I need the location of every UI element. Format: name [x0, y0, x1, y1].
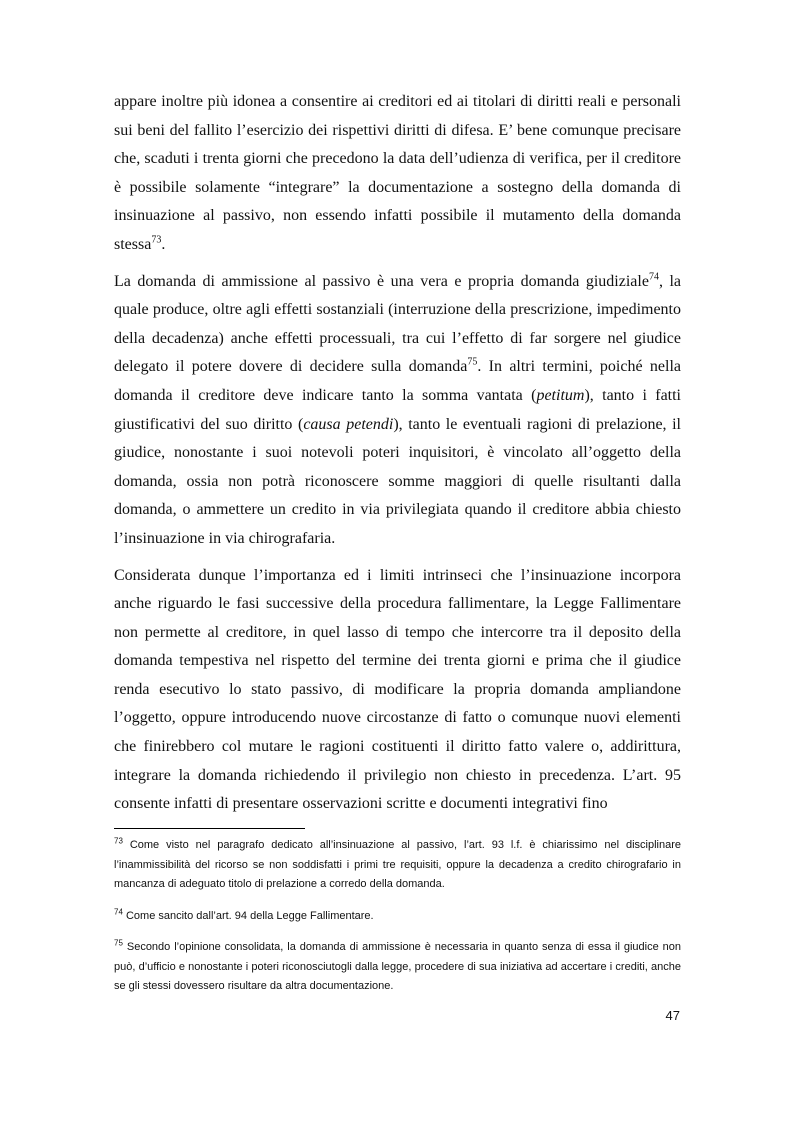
paragraph-1-end: .	[161, 235, 166, 253]
footnote-number: 73	[114, 836, 123, 846]
footnote-75	[114, 938, 681, 997]
footnote-text: Come visto nel paragrafo dedicato all’insinuazione al passivo, l’art. 93 l.f. è chiarissimo nel disciplinare l’inammissibilità del ricorso se non soddisfatti i primi tre requisiti, oppure la decadenza a credito chirografario in mancanza di adeguato titolo di prelazione a corredo della domanda.	[114, 839, 681, 890]
footnote-number: 75	[114, 938, 123, 948]
footnote-ref-75[interactable]: 75	[467, 357, 478, 369]
paragraph-1	[114, 88, 681, 260]
paragraph-1-text: appare inoltre più idonea a consentire ai creditori ed ai titolari di diritti reali e personali sui beni del fallito l’esercizio dei rispettivi diritti di difesa. E’ bene comunque precisare che, scaduti i trenta giorni che precedono la data dell’udienza di verifica, per il creditore è possibile solamente “integrare” la documentazione a sostegno della domanda di insinuazione al passivo, non essendo infatti possibile il mutamento della domanda stessa	[114, 93, 681, 253]
paragraph-3	[114, 562, 681, 819]
footnote-73	[114, 836, 681, 895]
paragraph-2-text-b: , la quale produce, oltre agli effetti sostanziali (interruzione della prescrizione, impedimento della decadenza) anche effetti processuali, tra cui l’effetto di far sorgere nel giudice delegato il potere dovere di decidere sulla domanda	[114, 272, 682, 376]
footnote-text: Come sancito dall’art. 94 della Legge Fallimentare.	[125, 909, 374, 922]
footnote-separator	[114, 828, 305, 829]
term-causa-petendi: causa petendi	[303, 415, 394, 433]
footnote-text: Secondo l’opinione consolidata, la domanda di ammissione è necessaria in quanto senza di essa il giudice non può, d’ufficio e nonostante i poteri riconosciutogli dalla legge, procedere di sua iniziativa ad accertare i crediti, anche se gli stessi dovessero risultare da altra documentazione.	[114, 941, 681, 992]
paragraph-3-text: Considerata dunque l’importanza ed i limiti intrinseci che l’insinuazione incorpora anche riguardo le fasi successive della procedura fallimentare, la Legge Fallimentare non permette al creditore, in quel lasso di tempo che intercorre tra il deposito della domanda tempestiva nel rispetto del termine dei trenta giorni e prima che il giudice renda esecutivo lo stato passivo, di modificare la propria domanda ampliandone l’oggetto, oppure introducendo nuove circostanze di fatto o comunque nuovi elementi che finirebbero col mutare le ragioni costituenti il diritto fatto valere o, addirittura, integrare la domanda richiedendo il privilegio non chiesto in precedenza. L’art. 95 consente infatti di presentare osservazioni scritte e documenti integrativi fino	[114, 566, 681, 813]
term-petitum: petitum	[536, 386, 585, 404]
paragraph-2-text-e: ), tanto le eventuali ragioni di prelazione, il giudice, nonostante i suoi notevoli poteri inquisitori, è vincolato all’oggetto della domanda, ossia non potrà riconoscere somme maggiori di quelle risultanti dalla domanda, o ammettere un credito in via privilegiata quando il creditore abbia chiesto l’insinuazione in via chirografaria.	[114, 415, 682, 547]
footnote-ref-74[interactable]: 74	[648, 271, 659, 283]
paragraph-2-text-d: ), tanto i fatti giustificativi del suo diritto (	[114, 386, 682, 433]
body-text	[114, 88, 681, 827]
footnote-74	[114, 907, 681, 927]
footnote-ref-73[interactable]: 73	[151, 234, 162, 246]
footnotes	[114, 836, 681, 1009]
footnote-number: 74	[114, 906, 123, 916]
paragraph-2-text-c: . In altri termini, poiché nella domanda il creditore deve indicare tanto la somma vantata (	[114, 358, 681, 404]
page-number: 47	[665, 1008, 680, 1023]
paragraph-2	[114, 268, 681, 554]
paragraph-2-text-a: La domanda di ammissione al passivo è una vera e propria domanda giudiziale	[114, 272, 649, 290]
